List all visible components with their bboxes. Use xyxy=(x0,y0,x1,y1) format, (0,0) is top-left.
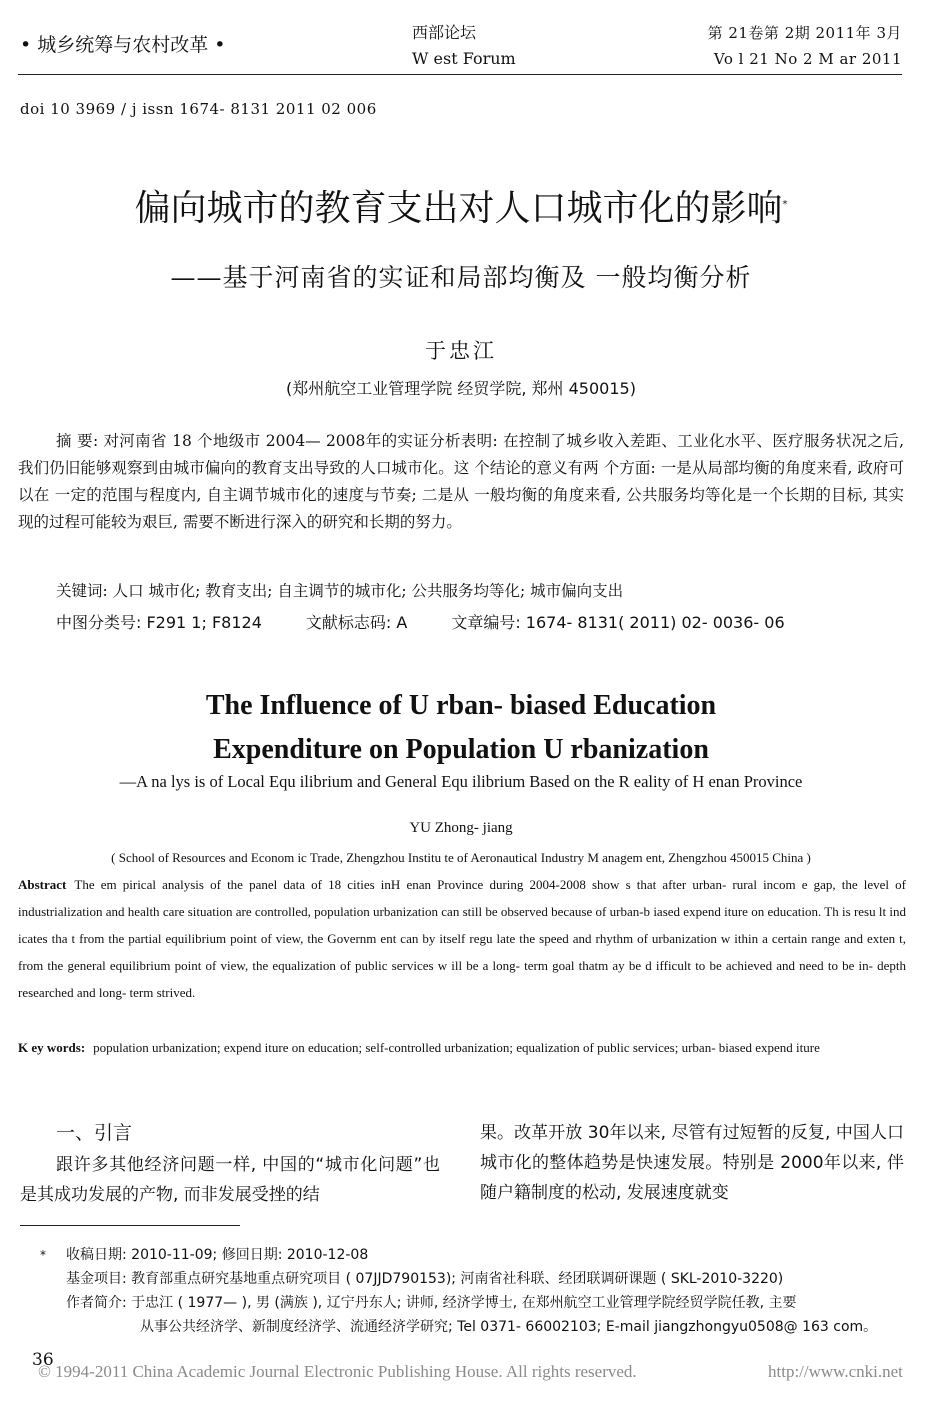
header-rule xyxy=(18,74,902,75)
paper-title-en xyxy=(20,684,902,772)
footnote xyxy=(40,1243,906,1339)
body-paragraph-right: 果。改革开放 30年以来, 尽管有过短暂的反复, 中国人口城市化的整体趋势是快速发展。特别是 2000年以来, 伴随户籍制度的松动, 发展速度就变 xyxy=(480,1123,904,1203)
classification-line xyxy=(56,610,829,633)
body-paragraph-left: 跟许多其他经济问题一样, 中国的“城市化问题”也是其成功发展的产物, 而非发展受挫的结 xyxy=(20,1155,440,1205)
issue-info-en: Vo l 21 No 2 M ar 2011 xyxy=(713,50,902,68)
keywords-en-label: K ey words: xyxy=(18,1040,86,1055)
footnote-rule xyxy=(20,1225,240,1226)
journal-name-en: W est Forum xyxy=(412,49,516,68)
author-cn: 于忠江 xyxy=(425,339,497,363)
affiliation-cn: (郑州航空工业管理学院 经贸学院, 郑州 450015) xyxy=(286,379,636,398)
column-label: • 城乡统筹与农村改革 • xyxy=(20,34,226,56)
abstract-cn: 摘 要: 对河南省 18 个地级市 2004— 2008年的实证分析表明: 在控制了城乡收入差距、工业化水平、医疗服务状况之后, 我们仍旧能够观察到由城市偏向的教育支出导致的人口城市化。这 个结论的意义有两 个方面: 一是从局部均衡的角度来看, 政府可以在 一定的范围与程度内, 自主调节城市化的速度与节奏; 二是从 一般均衡的角度来看, 公共服务均等化是一个长期的目标, 其实现的过程可能较为艰巨, 需要不断进行深入的研究和长期的努力。 xyxy=(18,432,904,531)
body-column-right xyxy=(480,1118,904,1208)
article-number: 文章编号: 1674- 8131( 2011) 02- 0036- 06 xyxy=(451,613,785,632)
footnote-funding: 基金项目: 教育部重点研究基地重点研究项目 ( 07JJD790153); 河南省社科联、经团联调研课题 ( SKL-2010-3220) xyxy=(66,1271,784,1287)
abstract-en-label: Abstract xyxy=(18,877,67,892)
title-footnote-mark: * xyxy=(782,199,788,210)
keywords-cn: 关键词: 人口 城市化; 教育支出; 自主调节的城市化; 公共服务均等化; 城市偏向支出 xyxy=(56,582,624,600)
issue-info xyxy=(708,20,902,72)
issue-info-cn: 第 21卷第 2期 2011年 3月 xyxy=(707,24,902,42)
keywords-en xyxy=(18,1034,906,1061)
paper-subtitle-en: —A na lys is of Local Equ ilibrium and General Equ ilibrium Based on the R eality of H enan Province xyxy=(119,772,803,791)
paper-title-en-line1: The Influence of U rban- biased Education xyxy=(205,690,717,721)
author-en: YU Zhong- jiang xyxy=(409,820,513,836)
abstract-en xyxy=(18,871,906,1006)
page-number: 36 xyxy=(32,1350,54,1370)
footnote-author-bio: 作者简介: 于忠江 ( 1977— ), 男 (满族 ), 辽宁丹东人; 讲师, 经济学博士, 在郑州航空工业管理学院经贸学院任教, 主要 xyxy=(66,1295,797,1311)
copyright-line xyxy=(38,1362,903,1382)
journal-name-cn: 西部论坛 xyxy=(412,23,477,42)
journal-name xyxy=(412,20,516,72)
paper-subtitle-cn: ——基于河南省的实证和局部均衡及 一般均衡分析 xyxy=(170,263,752,292)
copyright-url: http://www.cnki.net xyxy=(768,1362,903,1381)
affiliation-en: ( School of Resources and Econom ic Trade, Zhengzhou Institu te of Aeronautical Industry M anagem ent, Zhengzhou 450015 China ) xyxy=(111,850,811,865)
document-code: 文献标志码: A xyxy=(305,613,408,632)
doi: doi 10 3969 / j issn 1674- 8131 2011 02 006 xyxy=(20,100,377,118)
paper-title-en-line2: Expenditure on Population U rbanization xyxy=(213,734,709,765)
keywords-en-text: population urbanization; expend iture on education; self-controlled urbanization; equalization of public services; urban- biased expend iture xyxy=(93,1040,820,1055)
copyright-text: © 1994-2011 China Academic Journal Electronic Publishing House. All rights reserved. xyxy=(38,1362,637,1381)
abstract-en-text: The em pirical analysis of the panel data of 18 cities inH enan Province during 2004-2008 show s that after urban- rural incom e gap, the level of industrialization and health care situation are controlled, population urbanization can still be observed because of urban-b iased expend iture on education. Th is resu lt ind icates tha t from the partial equilibrium point of view, the Governm ent can by itself regu late the speed and rhythm of urbanization w ithin a certain range and exten t, from the general equilibrium point of view, the equalization of public services w ill be a long- term goal thatm ay be d ifficult to be achieved and need to be in- depth researched and long- term strived. xyxy=(18,877,906,1000)
clc-number: 中图分类号: F291 1; F8124 xyxy=(56,613,262,632)
body-column-left xyxy=(20,1118,440,1210)
section-heading: 一、引言 xyxy=(56,1122,133,1144)
footnote-author-bio-cont: 从事公共经济学、新制度经济学、流通经济学研究; Tel 0371- 66002103; E-mail jiangzhongyu0508@ 163 com。 xyxy=(140,1319,878,1335)
footnote-mark: * xyxy=(40,1248,46,1262)
footnote-received: 收稿日期: 2010-11-09; 修回日期: 2010-12-08 xyxy=(66,1247,369,1263)
paper-title-text: 偏向城市的教育支出对人口城市化的影响 xyxy=(134,188,783,229)
paper-title-cn xyxy=(20,180,902,231)
